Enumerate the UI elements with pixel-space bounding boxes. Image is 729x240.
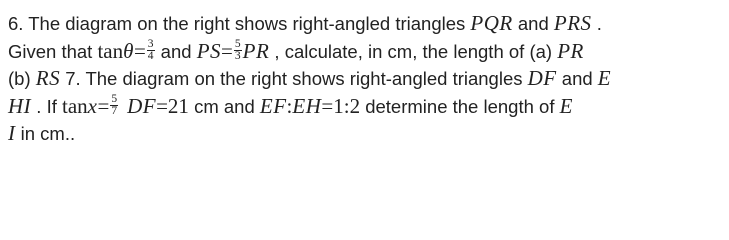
fraction-numerator: 3 xyxy=(147,38,154,51)
text: 7. The diagram on the right shows right-angled triangles xyxy=(60,68,528,89)
fraction-denominator: 3 xyxy=(234,50,241,63)
text: , calculate, in cm, the length of (a) xyxy=(269,40,558,62)
fraction-5-3 xyxy=(234,39,242,62)
triangle-prs: PRS xyxy=(553,11,592,35)
problem-line-4 xyxy=(8,93,724,121)
problem-line-3 xyxy=(8,65,724,93)
text: and xyxy=(155,40,197,62)
tan-function: tan xyxy=(97,38,124,63)
segment-df: DF xyxy=(527,66,557,90)
tan-function: tan xyxy=(62,93,88,118)
df-value: =21 xyxy=(156,93,189,118)
text: . If xyxy=(31,95,63,117)
math-hi: HI xyxy=(8,93,32,118)
triangle-pqr: PQR xyxy=(470,11,513,35)
text: determine the length of xyxy=(360,95,560,117)
equals-sign: = xyxy=(97,93,110,118)
segment-pr: PR xyxy=(557,38,584,63)
theta-symbol: θ xyxy=(123,38,134,63)
segment-ef: EF xyxy=(259,93,287,118)
segment-eh: EH xyxy=(292,93,322,118)
segment-ps: PS xyxy=(196,38,222,63)
math-e: E xyxy=(597,66,612,90)
problem-line-1 xyxy=(8,10,724,38)
segment-pr: PR xyxy=(242,38,270,63)
fraction-numerator: 5 xyxy=(111,93,118,106)
text: in cm.. xyxy=(15,123,76,144)
equals-sign: = xyxy=(133,38,146,63)
text: . xyxy=(591,13,602,34)
fraction-numerator: 5 xyxy=(234,38,241,51)
math-i: I xyxy=(8,121,16,145)
fraction-denominator: 7 xyxy=(111,105,118,118)
problem-line-2 xyxy=(8,38,724,66)
text: and xyxy=(556,68,598,89)
fraction-5-7 xyxy=(110,94,118,117)
text: (b) xyxy=(8,68,36,89)
text: and xyxy=(512,13,554,34)
math-e: E xyxy=(559,93,573,118)
fraction-denominator: 4 xyxy=(147,50,154,63)
ratio-value: =1:2 xyxy=(321,93,361,118)
variable-x: x xyxy=(87,93,98,118)
text: 6. The diagram on the right shows right-angled triangles xyxy=(8,13,471,34)
text: cm and xyxy=(188,95,260,117)
fraction-3-4 xyxy=(147,39,155,62)
segment-df: DF xyxy=(127,93,157,118)
problem-text xyxy=(8,10,724,148)
equals-sign: = xyxy=(221,38,233,63)
text: Given that xyxy=(8,40,98,62)
ratio-colon: : xyxy=(286,93,293,118)
segment-rs: RS xyxy=(35,66,61,90)
problem-line-5 xyxy=(8,120,724,148)
